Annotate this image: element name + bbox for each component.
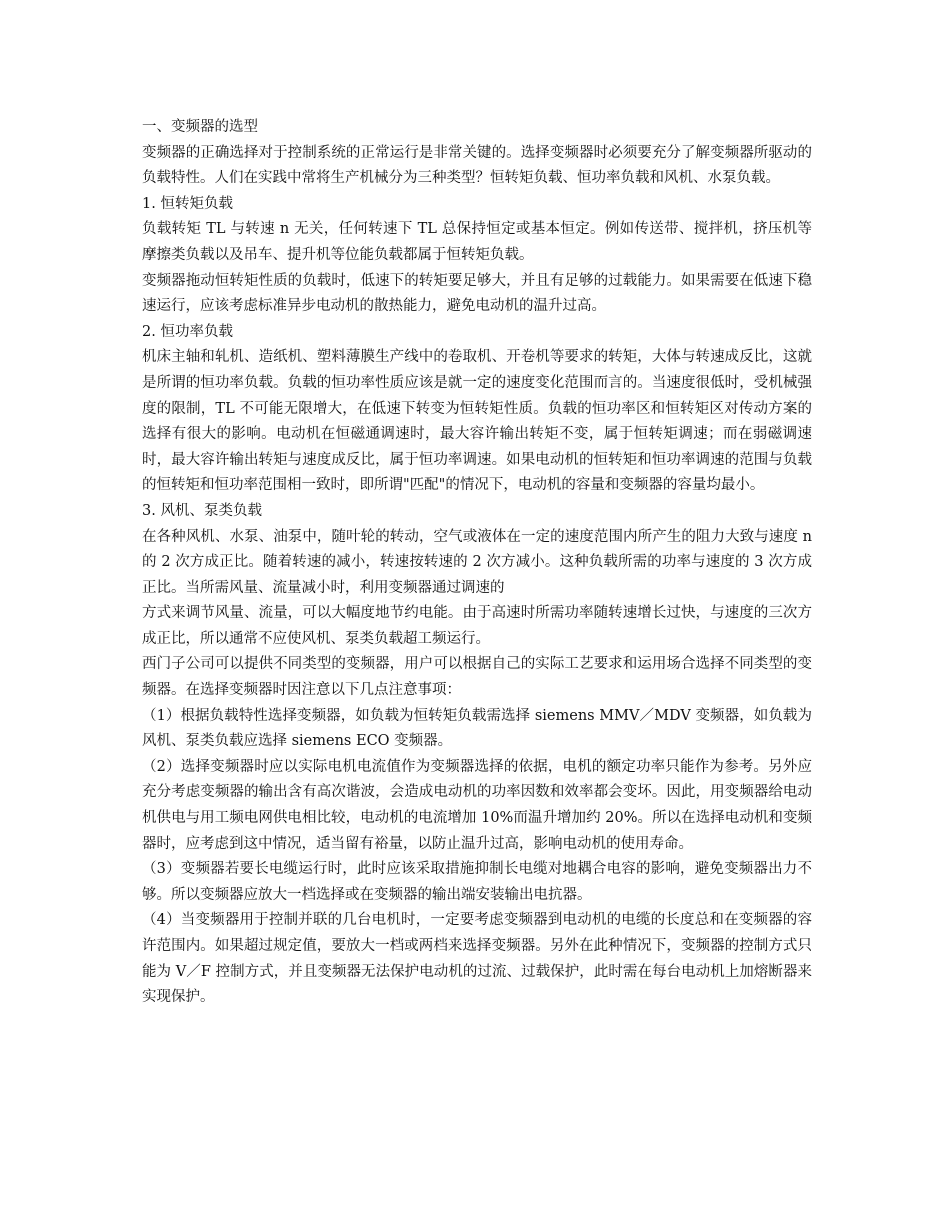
section-2-paragraph-1: 机床主轴和轧机、造纸机、塑料薄膜生产线中的卷取机、开卷机等要求的转矩，大体与转速成反比，这就是所谓的恒功率负载。负载的恒功率性质应该是就一定的速度变化范围而言的。当速度很低时，受机械强度的限制，TL 不可能无限增大，在低速下转变为恒转矩性质。负载的恒功率区和恒转矩区对传动方案的选择有很大的影响。电动机在恒磁通调速时，最大容许输出转矩不变，属于恒转矩调速；而在弱磁调速时，最大容许输出转矩与速度成反比，属于恒功率调速。如果电动机的恒转矩和恒功率调速的范围与负载的恒转矩和恒功率范围相一致时，即所谓"匹配"的情况下，电动机的容量和变频器的容量均最小。: [142, 349, 812, 494]
note-3-paragraph: （3）变频器若要长电缆运行时，此时应该采取措施抑制长电缆对地耦合电容的影响，避免变频器出力不够。所以变频器应放大一档选择或在变频器的输出端安装输出电抗器。: [142, 861, 812, 903]
document-title: 一、变频器的选型: [142, 119, 258, 135]
section-2-heading: 2. 恒功率负载: [142, 323, 233, 340]
section-1-heading: 1. 恒转矩负载: [142, 195, 233, 212]
intro-paragraph: 变频器的正确选择对于控制系统的正常运行是非常关键的。选择变频器时必须要充分了解变频器所驱动的负载特性。人们在实践中常将生产机械分为三种类型？恒转矩负载、恒功率负载和风机、水泵负载。: [142, 144, 812, 187]
section-1-paragraph-1: 负载转矩 TL 与转速 n 无关，任何转速下 TL 总保持恒定或基本恒定。例如传送带、搅拌机，挤压机等摩擦类负载以及吊车、提升机等位能负载都属于恒转矩负载。: [142, 221, 812, 263]
section-3-paragraph-2: 方式来调节风量、流量，可以大幅度地节约电能。由于高速时所需功率随转速增长过快，与速度的三次方成正比，所以通常不应使风机、泵类负载超工频运行。: [142, 605, 812, 647]
section-3-paragraph-1: 在各种风机、水泵、油泵中，随叶轮的转动，空气或液体在一定的速度范围内所产生的阻力大致与速度 n 的 2 次方成正比。随着转速的减小，转速按转速的 2 次方减小。这种负载所需的功率与速度的 3 次方成正比。当所需风量、流量减小时，利用变频器通过调速的: [142, 528, 812, 596]
section-1-paragraph-2: 变频器拖动恒转矩性质的负载时，低速下的转矩要足够大，并且有足够的过载能力。如果需要在低速下稳速运行，应该考虑标准异步电动机的散热能力，避免电动机的温升过高。: [142, 272, 812, 315]
notes-intro-paragraph: 西门子公司可以提供不同类型的变频器，用户可以根据自己的实际工艺要求和运用场合选择不同类型的变频器。在选择变频器时因注意以下几点注意事项：: [142, 656, 812, 699]
note-1-paragraph: （1）根据负载特性选择变频器，如负载为恒转矩负载需选择 siemens MMV／MDV 变频器，如负载为风机、泵类负载应选择 siemens ECO 变频器。: [142, 707, 812, 750]
note-4-paragraph: （4）当变频器用于控制并联的几台电机时，一定要考虑变频器到电动机的电缆的长度总和在变频器的容许范围内。如果超过规定值，要放大一档或两档来选择变频器。另外在此种情况下，变频器的控制方式只能为 V／F 控制方式，并且变频器无法保护电动机的过流、过载保护，此时需在每台电动机上加熔断器来实现保护。: [142, 912, 812, 1006]
section-3-heading: 3. 风机、泵类负载: [142, 502, 262, 519]
document-body: [142, 115, 812, 1011]
note-2-paragraph: （2）选择变频器时应以实际电机电流值作为变频器选择的依据，电机的额定功率只能作为参考。另外应充分考虑变频器的输出含有高次谐波，会造成电动机的功率因数和效率都会变坏。因此，用变频器给电动机供电与用工频电网供电相比较，电动机的电流增加 10%而温升增加约 20%。所以在选择电动机和变频器时，应考虑到这中情况，适当留有裕量，以防止温升过高，影响电动机的使用寿命。: [142, 758, 812, 852]
